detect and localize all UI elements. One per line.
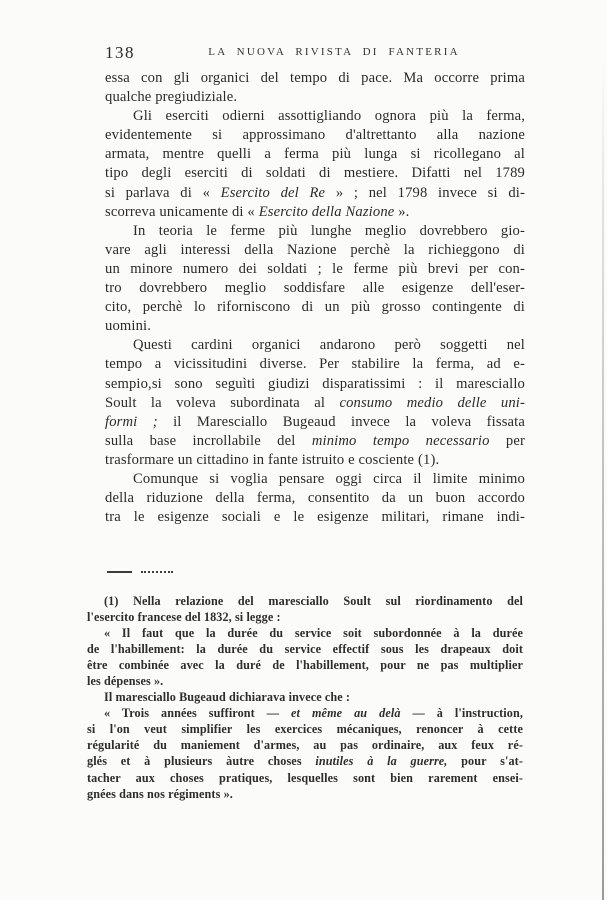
text-line — [105, 69, 525, 88]
paragraph — [105, 336, 525, 470]
page-header — [105, 43, 523, 65]
text-line — [87, 753, 523, 769]
text-segment: tacher aux choses pratiques, lesquelles sont bien rarement ensei- — [87, 770, 523, 785]
text-segment: formi ; — [105, 413, 158, 430]
text-segment: evidentemente si approssimano d'altrettanto alla nazione — [105, 127, 525, 144]
text-line — [105, 489, 525, 508]
scan-edge-artifact — [602, 62, 604, 900]
text-segment: l'esercito francese del 1832, si legge : — [87, 610, 281, 625]
text-segment: Esercito del Re — [220, 184, 326, 201]
paragraph — [87, 625, 523, 689]
text-line — [87, 689, 523, 705]
text-segment: — à l'instruction, — [400, 706, 523, 721]
text-segment: les dépenses ». — [87, 674, 164, 689]
separator-solid-rule — [107, 571, 132, 573]
text-segment: tra le esigenze sociali e le esigenze militari, rimane indi- — [105, 509, 525, 526]
text-segment: si l'on veut simplifier les exercices mécaniques, renoncer à cette — [87, 722, 523, 737]
text-segment: gnées dans nos régiments ». — [87, 786, 233, 801]
text-segment: pour s'at- — [447, 754, 523, 769]
text-segment: Comunque si voglia pensare oggi circa il limite minimo — [133, 470, 525, 487]
text-segment: il Maresciallo Bugeaud invece la voleva fissata — [157, 413, 525, 430]
text-segment: tro dovrebbero meglio soddisfare alle esigenze dell'eser- — [105, 280, 525, 297]
text-segment: Gli eserciti odierni assottigliando ognora più la ferma, — [133, 108, 525, 125]
text-line — [105, 203, 525, 222]
text-segment: Esercito della Nazione — [258, 203, 395, 220]
text-segment: « Trois années suffiront — — [104, 706, 292, 721]
text-segment: vare agli interessi della Nazione perchè la richieggono di — [105, 241, 525, 258]
paragraph — [105, 470, 525, 527]
paragraph — [87, 705, 523, 801]
text-line — [87, 770, 523, 786]
text-segment: cito, perchè lo riforniscono di un più grosso contingente di — [105, 299, 525, 316]
text-segment: Questi cardini organici andarono però soggetti nel — [133, 337, 525, 354]
text-segment: trasformare un cittadino in fante istruito e cosciente (1). — [105, 451, 440, 468]
text-line — [87, 625, 523, 641]
text-segment: inutiles à la guerre, — [315, 754, 448, 769]
page-number: 138 — [105, 43, 135, 62]
text-line — [105, 470, 525, 489]
text-line — [105, 126, 525, 145]
text-line — [105, 451, 525, 470]
text-line — [105, 241, 525, 260]
text-line — [105, 413, 525, 432]
text-line — [87, 609, 523, 625]
text-line — [87, 673, 523, 689]
text-segment: être combinée avec la duré de l'habillement, pour ne pas multiplier — [87, 658, 523, 673]
text-line — [105, 184, 525, 203]
text-segment: della riduzione della ferma, consentito da un buon accordo — [105, 490, 525, 507]
text-segment: per — [489, 432, 526, 449]
text-line — [87, 657, 523, 673]
text-segment: armata, mentre quelli a ferma più lunga si ricollegano al — [105, 146, 525, 163]
text-segment: tipo degli eserciti di soldati di mestiere. Difatti nel 1789 — [105, 165, 525, 182]
text-segment: In teoria le ferme più lunghe meglio dovrebbero gio- — [133, 222, 525, 239]
text-segment: consumo medio delle uni- — [339, 394, 525, 411]
text-line — [105, 222, 525, 241]
text-segment: Soult la voleva subordinata al — [105, 394, 340, 411]
text-line — [105, 375, 525, 394]
text-segment: (1) Nella relazione del maresciallo Soult sul riordinamento del — [104, 594, 523, 608]
text-segment: sempio,si sono seguìti giudizi disparatissimi : il maresciallo — [105, 375, 525, 392]
paragraph — [87, 593, 523, 625]
paragraph — [105, 69, 525, 107]
text-line — [105, 107, 525, 126]
text-line — [105, 508, 525, 527]
text-segment: minimo tempo necessario — [311, 432, 490, 449]
main-text — [105, 69, 525, 527]
text-segment: uomini. — [105, 318, 152, 335]
text-line — [105, 298, 525, 317]
text-line — [87, 786, 523, 802]
text-line — [105, 432, 525, 451]
text-line — [105, 279, 525, 298]
text-segment: un minore numero dei soldati ; le ferme più brevi per con- — [105, 260, 525, 277]
text-segment: Il maresciallo Bugeaud dichiarava invece che : — [104, 690, 351, 705]
text-line — [105, 317, 525, 336]
footnote-separator — [107, 564, 173, 572]
text-segment: et même au delà — [291, 706, 401, 721]
separator-dashed-rule — [141, 571, 173, 573]
text-segment: essa con gli organici del tempo di pace. Ma occorre prima — [105, 70, 525, 86]
text-segment: tempo a vicissitudini diverse. Per stabilire la ferma, ad e- — [105, 356, 525, 373]
text-segment: scorreva unicamente di « — [105, 203, 259, 220]
text-segment: de l'habillement: la durée du service effectif sous les drapeaux doit — [87, 642, 523, 657]
text-line — [105, 88, 525, 107]
text-line — [105, 260, 525, 279]
text-line — [87, 737, 523, 753]
text-line — [105, 145, 525, 164]
text-line — [87, 705, 523, 721]
text-segment: » ; nel 1798 invece si di- — [325, 184, 525, 201]
text-line — [105, 355, 525, 374]
text-segment: « Il faut que la durée du service soit subordonnée à la durée — [104, 626, 523, 641]
text-line — [87, 593, 523, 609]
text-segment: glés et à plusieurs àutre choses — [87, 754, 316, 769]
paragraph — [105, 107, 525, 222]
text-line — [87, 641, 523, 657]
text-segment: sulla base incrollabile del — [105, 432, 312, 449]
text-segment: si parlava di « — [105, 184, 221, 201]
text-line — [105, 394, 525, 413]
text-line — [87, 721, 523, 737]
text-segment: ». — [394, 203, 410, 220]
text-segment: qualche pregiudiziale. — [105, 89, 238, 106]
text-line — [105, 164, 525, 183]
text-line — [105, 336, 525, 355]
footnote — [87, 593, 523, 802]
journal-title: LA NUOVA RIVISTA DI FANTERIA — [208, 46, 460, 58]
text-segment: régularité du maniement d'armes, au pas ordinaire, aux feux ré- — [87, 738, 523, 753]
paragraph — [105, 222, 525, 337]
paragraph — [87, 689, 523, 705]
